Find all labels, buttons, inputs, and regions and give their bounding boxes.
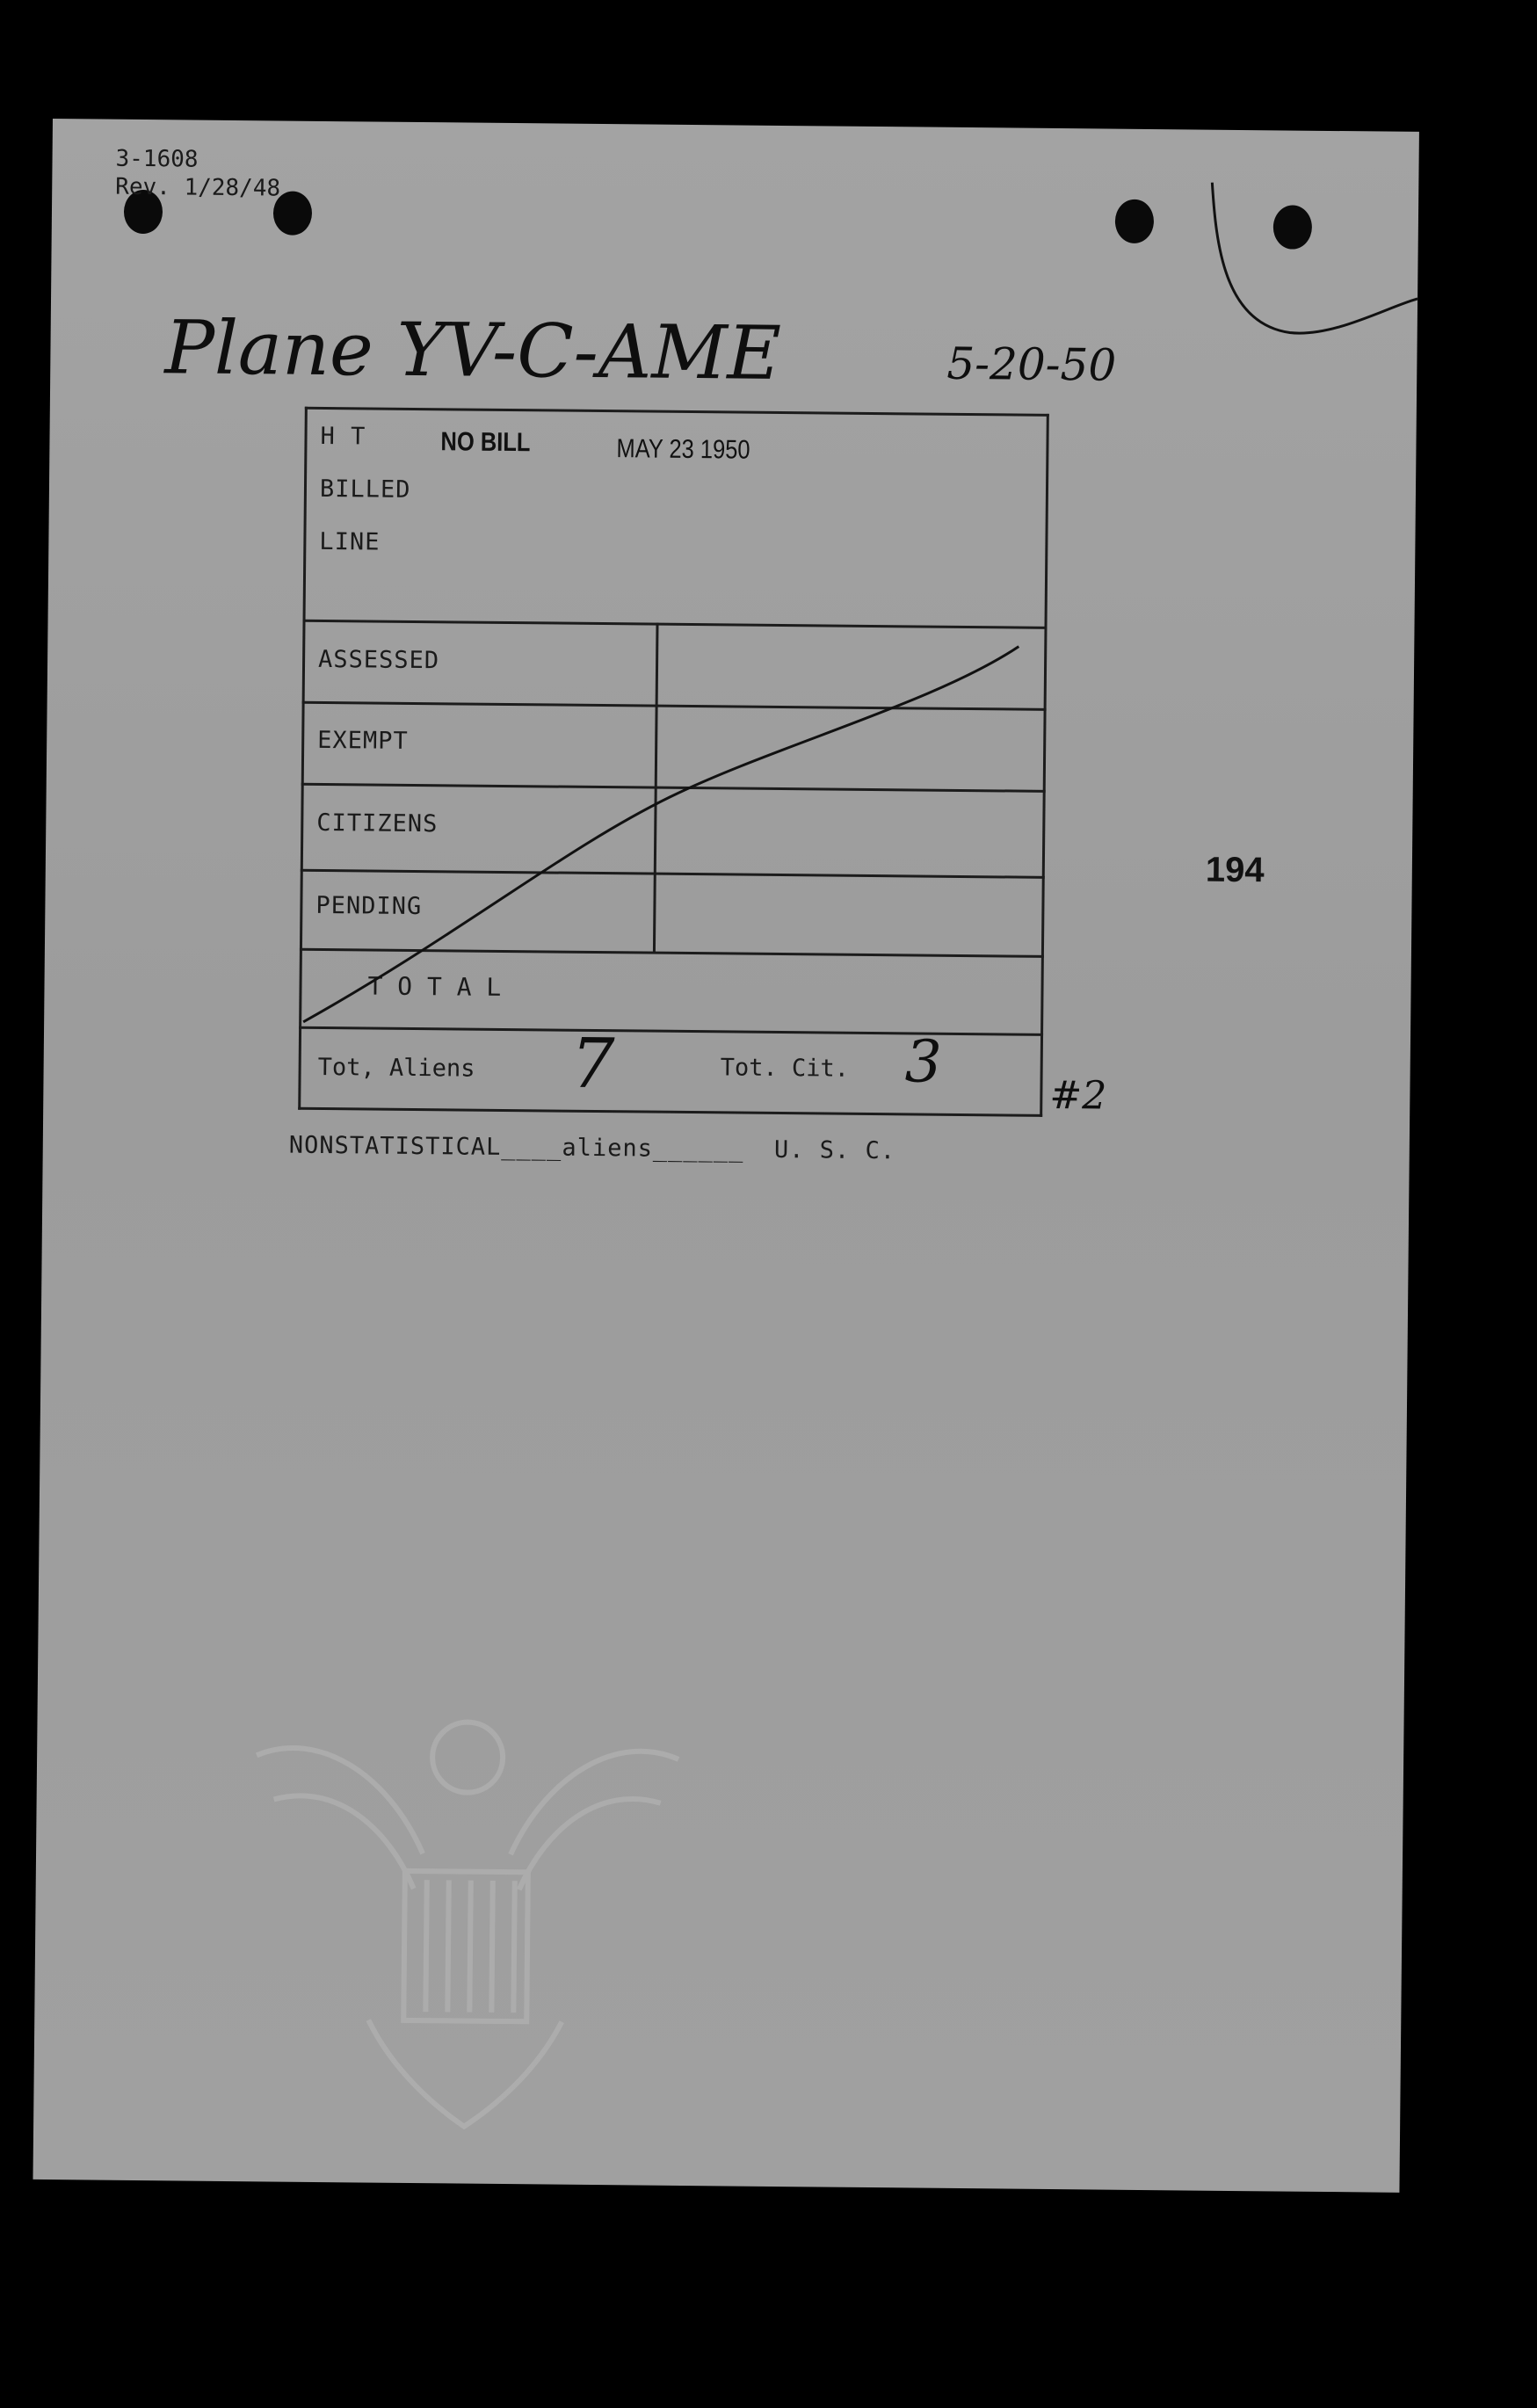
handwritten-date: 5-20-50 xyxy=(946,337,1117,391)
cancellation-line xyxy=(298,407,1049,1117)
total-citizens-value: 3 xyxy=(904,1027,943,1096)
date-stamp: MAY 23 1950 xyxy=(616,434,750,465)
nonstatistical-text: NONSTATISTICAL xyxy=(288,1131,502,1161)
header-row-line: LINE xyxy=(319,527,381,556)
header-row-ht: H T xyxy=(320,422,366,451)
document-page xyxy=(33,119,1418,2193)
corner-pencil-mark xyxy=(1140,164,1419,369)
total-aliens-label: Tot, Aliens xyxy=(317,1053,475,1083)
form-number: 3-1608 xyxy=(115,145,199,173)
form-revision: Rev. 1/28/48 xyxy=(115,173,281,202)
initials: #2 xyxy=(1049,1072,1107,1119)
total-label: T O T A L xyxy=(367,971,502,1002)
total-citizens-label: Tot. Cit. xyxy=(720,1054,850,1083)
category-pending: PENDING xyxy=(315,891,423,921)
aliens-blank: ______ xyxy=(652,1135,744,1164)
aliens-text: aliens xyxy=(562,1134,654,1163)
header-row-billed: BILLED xyxy=(319,475,411,504)
plane-identifier: Plane YV-C-AME xyxy=(164,304,782,396)
category-exempt: EXEMPT xyxy=(317,726,409,755)
no-bill-stamp: NO BILL xyxy=(440,427,531,458)
usc-text: U. S. C. xyxy=(773,1135,896,1165)
eagle-watermark xyxy=(236,1650,697,2146)
tally-form xyxy=(298,407,1049,1117)
total-aliens-value: 7 xyxy=(570,1024,615,1105)
category-assessed: ASSESSED xyxy=(317,645,440,675)
category-citizens: CITIZENS xyxy=(316,809,439,838)
page-number: 194 xyxy=(1205,850,1265,890)
nonstatistical-blank: ____ xyxy=(501,1133,562,1162)
nonstatistical-label xyxy=(289,1132,896,1165)
